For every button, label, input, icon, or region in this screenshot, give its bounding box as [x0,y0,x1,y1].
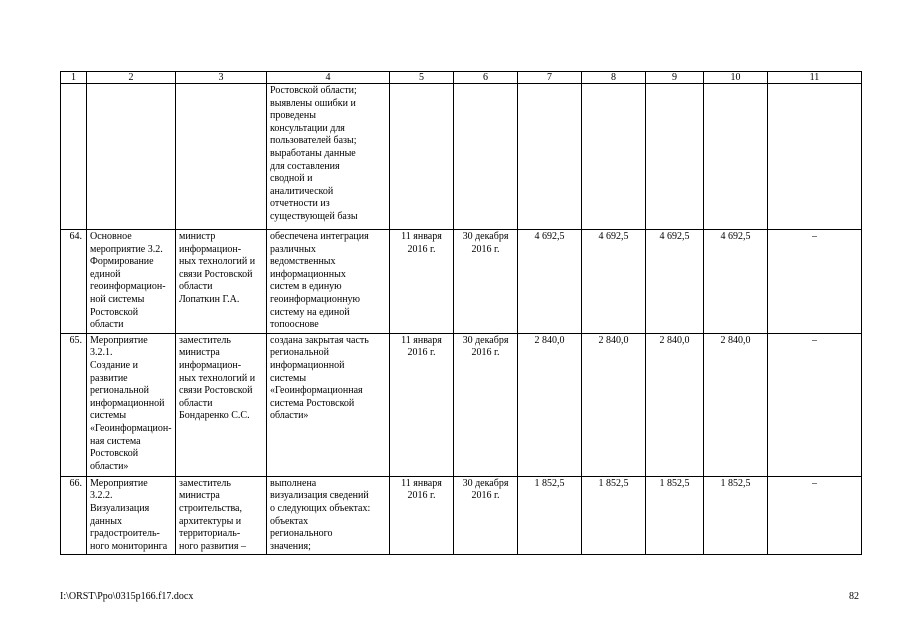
page-number: 82 [849,591,859,602]
value-col8: 2 840,0 [582,333,646,476]
end-date: 30 декабря 2016 г. [454,230,518,334]
value-col8: 4 692,5 [582,230,646,334]
col-header-10: 10 [704,72,768,84]
result-cell: Ростовской области; выявлены ошибки и проведены консультации для пользователей базы; выработаны данные для составления сводной и аналитической отчетности из существующей базы [267,84,390,230]
col-header-4: 4 [267,72,390,84]
value-col11: – [768,230,862,334]
header-row [61,72,862,84]
measure-name: Мероприятие 3.2.2. Визуализация данных градостроитель- ного мониторинга [87,476,176,555]
result-cell: обеспечена интеграция различных ведомственных информационных систем в единую геоинформационную систему на единой топооснове [267,230,390,334]
end-date: 30 декабря 2016 г. [454,476,518,555]
col-header-11: 11 [768,72,862,84]
row-number: 64. [61,230,87,334]
executor-cell: заместитель министра информацион- ных технологий и связи Ростовской области Бондаренко С.С. [176,333,267,476]
result-cell: выполнена визуализация сведений о следующих объектах: объектах регионального значения; [267,476,390,555]
value-col10: 2 840,0 [704,333,768,476]
row-number: 65. [61,333,87,476]
program-table [60,71,862,555]
value-col10: 4 692,5 [704,230,768,334]
col-header-8: 8 [582,72,646,84]
start-date: 11 января 2016 г. [390,333,454,476]
value-col11: – [768,333,862,476]
value-col7: 2 840,0 [518,333,582,476]
col-header-7: 7 [518,72,582,84]
value-col9: 1 852,5 [646,476,704,555]
value-col10: 1 852,5 [704,476,768,555]
measure-name: Мероприятие 3.2.1. Создание и развитие региональной информационной системы «Геоинформацион- ная система Ростовской области» [87,333,176,476]
table-row [61,230,862,334]
col-header-3: 3 [176,72,267,84]
col-header-6: 6 [454,72,518,84]
table-row [61,476,862,555]
value-col9: 2 840,0 [646,333,704,476]
value-col9: 4 692,5 [646,230,704,334]
start-date: 11 января 2016 г. [390,476,454,555]
row-number: 66. [61,476,87,555]
col-header-2: 2 [87,72,176,84]
col-header-9: 9 [646,72,704,84]
footer-file-path: I:\ORST\Ppo\0315p166.f17.docx [60,591,194,602]
measure-name: Основное мероприятие 3.2. Формирование единой геоинформацион- ной системы Ростовской области [87,230,176,334]
value-col11: – [768,476,862,555]
col-header-5: 5 [390,72,454,84]
value-col8: 1 852,5 [582,476,646,555]
table-row-continuation [61,84,862,230]
value-col7: 1 852,5 [518,476,582,555]
result-cell: создана закрытая часть региональной информационной системы «Геоинформационная система Ростовской области» [267,333,390,476]
start-date: 11 января 2016 г. [390,230,454,334]
executor-cell: министр информацион- ных технологий и связи Ростовской области Лопаткин Г.А. [176,230,267,334]
value-col7: 4 692,5 [518,230,582,334]
executor-cell: заместитель министра строительства, архитектуры и территориаль- ного развития – [176,476,267,555]
end-date: 30 декабря 2016 г. [454,333,518,476]
table-row [61,333,862,476]
col-header-1: 1 [61,72,87,84]
